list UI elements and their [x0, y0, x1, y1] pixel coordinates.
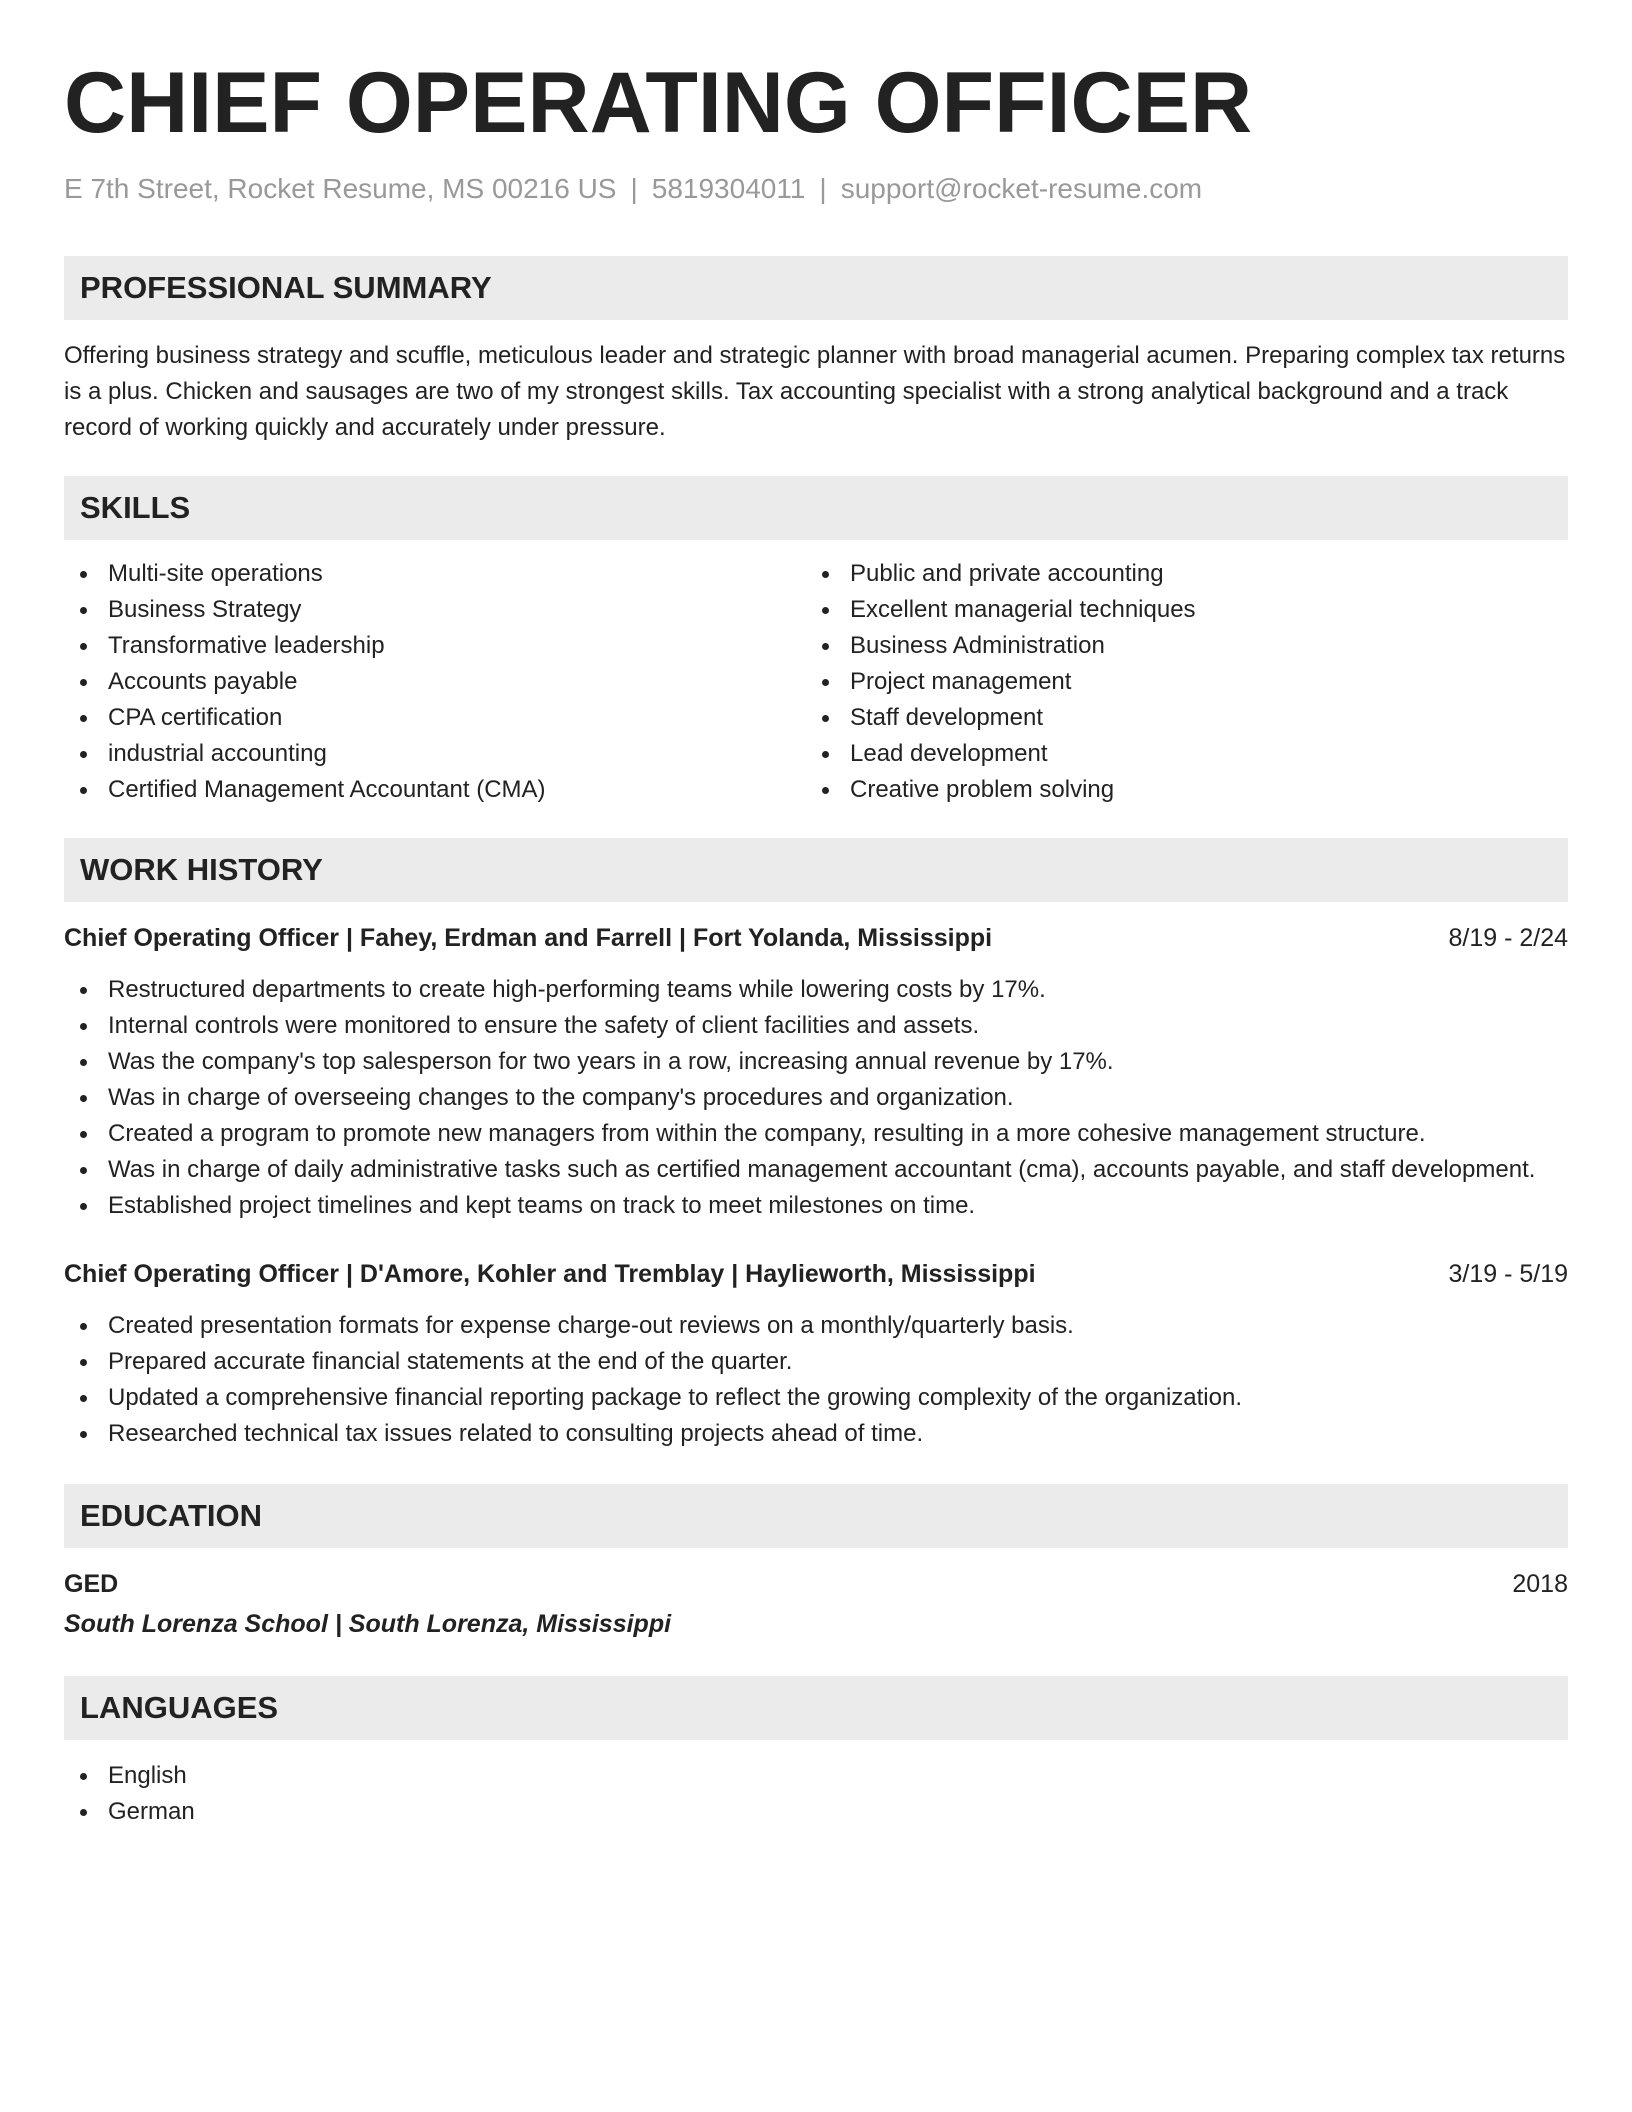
candidate-title: CHIEF OPERATING OFFICER	[64, 55, 1253, 151]
education-school: South Lorenza School | South Lorenza, Mississippi	[64, 1609, 672, 1638]
contact-separator: |	[819, 173, 827, 204]
job-bullet: Restructured departments to create high-performing teams while lowering costs by 17%.	[64, 972, 1568, 1008]
job-dates: 8/19 - 2/24	[1448, 923, 1568, 952]
job-bullet: Created a program to promote new managers from within the company, resulting in a more cohesive management structure.	[64, 1116, 1568, 1152]
skill-item: Project management	[806, 664, 1548, 700]
job-entry	[64, 920, 1568, 1224]
resume-content	[64, 55, 1568, 1830]
job-bullet: Created presentation formats for expense charge-out reviews on a monthly/quarterly basis.	[64, 1308, 1568, 1344]
contact-phone: 5819304011	[651, 173, 806, 204]
skills-list-left	[64, 556, 806, 808]
job-bullet: Established project timelines and kept teams on track to meet milestones on time.	[64, 1188, 1568, 1224]
job-bullet: Was the company's top salesperson for two years in a row, increasing annual revenue by 17%.	[64, 1044, 1568, 1080]
skill-item: Lead development	[806, 736, 1548, 772]
languages-heading: LANGUAGES	[64, 1676, 1568, 1740]
job-bullet: Updated a comprehensive financial reporting package to reflect the growing complexity of the organization.	[64, 1380, 1568, 1416]
education-year: 2018	[1512, 1569, 1568, 1598]
job-bullet: Was in charge of overseeing changes to the company's procedures and organization.	[64, 1080, 1568, 1116]
job-bullet: Was in charge of daily administrative tasks such as certified management accountant (cma), accounts payable, and staff development.	[64, 1152, 1568, 1188]
contact-separator: |	[630, 173, 638, 204]
job-bullets	[64, 972, 1568, 1224]
skill-item: industrial accounting	[64, 736, 806, 772]
contact-address: E 7th Street, Rocket Resume, MS 00216 US	[64, 173, 617, 204]
skills-heading: SKILLS	[64, 476, 1568, 540]
skill-item: Public and private accounting	[806, 556, 1548, 592]
skill-item: Certified Management Accountant (CMA)	[64, 772, 806, 808]
job-bullets	[64, 1308, 1568, 1452]
job-bullet: Researched technical tax issues related to consulting projects ahead of time.	[64, 1416, 1568, 1452]
work-heading: WORK HISTORY	[64, 838, 1568, 902]
contact-line	[64, 172, 1568, 206]
skill-item: CPA certification	[64, 700, 806, 736]
skill-item: Staff development	[806, 700, 1548, 736]
contact-email: support@rocket-resume.com	[840, 173, 1203, 204]
job-title: Chief Operating Officer | Fahey, Erdman and Farrell | Fort Yolanda, Mississippi	[64, 923, 993, 952]
summary-text: Offering business strategy and scuffle, meticulous leader and strategic planner with broad managerial acumen. Preparing complex tax returns is a plus. Chicken and sausages are two of my strongest skills. Tax accounting specialist with a strong analytical background and a track record of working quickly and accurately under pressure.	[64, 341, 1566, 441]
job-header	[64, 1256, 1568, 1292]
job-dates: 3/19 - 5/19	[1448, 1259, 1568, 1288]
skill-item: Creative problem solving	[806, 772, 1548, 808]
summary-heading: PROFESSIONAL SUMMARY	[64, 256, 1568, 320]
skill-item: Accounts payable	[64, 664, 806, 700]
job-bullet: Prepared accurate financial statements at the end of the quarter.	[64, 1344, 1568, 1380]
job-bullet: Internal controls were monitored to ensure the safety of client facilities and assets.	[64, 1008, 1568, 1044]
skill-item: Transformative leadership	[64, 628, 806, 664]
skill-item: Business Administration	[806, 628, 1548, 664]
skills-list-right	[806, 556, 1548, 808]
education-heading: EDUCATION	[64, 1484, 1568, 1548]
language-item: German	[64, 1794, 1568, 1830]
languages-list	[64, 1758, 1568, 1830]
skill-item: Multi-site operations	[64, 556, 806, 592]
education-row	[64, 1566, 1568, 1602]
education-degree: GED	[64, 1569, 119, 1598]
job-title: Chief Operating Officer | D'Amore, Kohler and Tremblay | Haylieworth, Mississippi	[64, 1259, 1036, 1288]
language-item: English	[64, 1758, 1568, 1794]
skill-item: Business Strategy	[64, 592, 806, 628]
job-header	[64, 920, 1568, 956]
skills-grid	[64, 556, 1568, 808]
skill-item: Excellent managerial techniques	[806, 592, 1548, 628]
job-entry	[64, 1256, 1568, 1452]
